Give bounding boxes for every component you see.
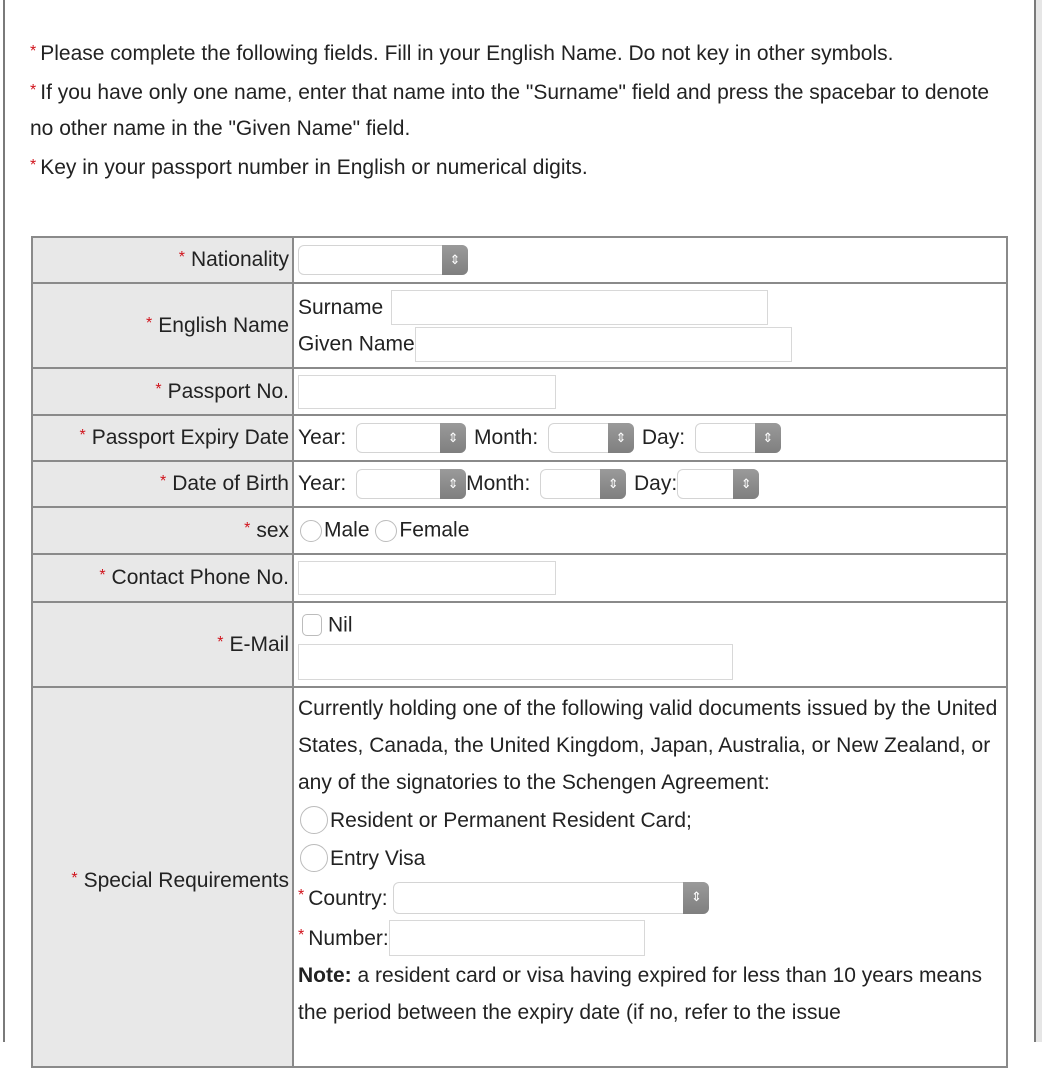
required-asterisk: * [146,314,153,332]
female-label[interactable]: Female [399,518,470,542]
male-radio[interactable] [300,520,322,542]
label-cell [32,687,293,1067]
resident-card-radio[interactable] [300,806,328,834]
label-cell [32,368,293,415]
required-asterisk: * [30,81,37,99]
scrollbar-track[interactable] [1036,0,1042,1042]
dob-year-label: Year: [298,472,347,495]
instructions [30,34,1010,186]
row-date-of-birth [32,461,1007,507]
value-cell [293,237,1007,283]
expiry-day-select[interactable] [695,423,781,453]
dob-day-select[interactable] [677,469,759,499]
english-name-label: English Name [158,313,289,337]
up-down-chevron-icon: ⇕ [755,423,781,453]
instruction-1: * Please complete the following fields. Fill in your English Name. Do not key in other symbols. [30,42,894,65]
label-cell [32,602,293,687]
resident-card-option [298,801,1006,839]
dob-month-label: Month: [466,472,531,495]
row-passport-expiry [32,415,1007,461]
required-asterisk: * [79,427,86,444]
required-asterisk: * [298,886,305,904]
label-cell [32,237,293,283]
up-down-chevron-icon: ⇕ [608,423,634,453]
frame-border-left [3,0,5,1042]
date-of-birth-label: Date of Birth [172,472,289,495]
nationality-select[interactable] [298,245,468,275]
required-asterisk: * [178,249,185,266]
expiry-year-select[interactable] [356,423,466,453]
email-label: E-Mail [229,632,289,656]
required-asterisk: * [71,870,78,887]
email-input[interactable] [298,644,733,680]
special-requirements-label: Special Requirements [83,869,289,892]
value-cell [293,415,1007,461]
up-down-chevron-icon: ⇕ [440,469,466,499]
label-cell [32,507,293,554]
given-name-input[interactable] [415,327,792,362]
up-down-chevron-icon: ⇕ [440,423,466,453]
given-name-label: Given Name [298,332,415,356]
row-passport-no [32,368,1007,415]
passport-expiry-label: Passport Expiry Date [91,426,289,449]
up-down-chevron-icon: ⇕ [600,469,626,499]
label-cell [32,283,293,368]
passport-no-label: Passport No. [167,379,289,403]
value-cell [293,461,1007,507]
required-asterisk: * [244,519,251,537]
country-label: Country: [308,886,388,910]
required-asterisk: * [30,156,37,174]
label-cell [32,415,293,461]
up-down-chevron-icon: ⇕ [442,245,468,275]
passport-no-input[interactable] [298,375,556,409]
contact-phone-input[interactable] [298,561,556,595]
entry-visa-radio[interactable] [300,844,328,872]
up-down-chevron-icon: ⇕ [733,469,759,499]
required-asterisk: * [298,926,305,944]
email-nil-checkbox[interactable] [302,614,322,636]
expiry-month-label: Month: [473,426,539,449]
note-text: a resident card or visa having expired for less than 10 years means the period between the expiry date (if no, refer to the issue [298,963,982,1024]
value-cell [293,283,1007,368]
label-cell [32,554,293,602]
sex-label: sex [256,518,289,542]
required-asterisk: * [160,473,167,490]
dob-day-label: Day: [634,472,678,495]
expiry-day-label: Day: [641,426,686,449]
number-label: Number: [308,926,389,950]
dob-month-select[interactable] [540,469,626,499]
entry-visa-label[interactable]: Entry Visa [330,846,426,870]
required-asterisk: * [99,567,106,584]
instruction-3: * Key in your passport number in English or numerical digits. [30,155,588,179]
visa-number-input[interactable] [389,920,645,956]
label-cell [32,461,293,507]
up-down-chevron-icon: ⇕ [683,882,709,914]
row-sex [32,507,1007,554]
expiry-month-select[interactable] [548,423,634,453]
row-email [32,602,1007,687]
required-asterisk: * [217,633,224,651]
value-cell [293,507,1007,554]
instruction-2: * If you have only one name, enter that name into the "Surname" field and press the spacebar to denote no other name in the "Given Name" field. [30,80,990,140]
contact-phone-label: Contact Phone No. [111,566,289,589]
expiry-year-label: Year: [298,426,347,449]
required-asterisk: * [155,380,162,398]
male-label[interactable]: Male [324,518,370,542]
entry-visa-option [298,839,1006,877]
number-field [298,917,1006,957]
special-intro: Currently holding one of the following valid documents issued by the United States, Canada, the United Kingdom, Japan, Australia, or New Zealand, or any of the signatories to the Schengen Agreement: [298,697,998,794]
nationality-label: Nationality [190,248,289,271]
note-label: Note: [298,963,352,987]
surname-label: Surname [298,295,384,319]
row-nationality [32,237,1007,283]
value-cell [293,687,1007,1067]
row-special-requirements [32,687,1007,1067]
row-contact-phone [32,554,1007,602]
special-note [298,957,1000,1031]
country-select[interactable] [393,882,709,914]
country-field [298,877,1006,917]
application-form [31,236,1008,1068]
resident-card-label[interactable]: Resident or Permanent Resident Card; [330,808,692,832]
email-nil-label[interactable]: Nil [328,612,353,636]
required-asterisk: * [30,43,37,60]
value-cell [293,368,1007,415]
female-radio[interactable] [375,520,397,542]
row-english-name [32,283,1007,368]
surname-input[interactable] [391,290,768,325]
value-cell [293,602,1007,687]
dob-year-select[interactable] [356,469,466,499]
value-cell [293,554,1007,602]
